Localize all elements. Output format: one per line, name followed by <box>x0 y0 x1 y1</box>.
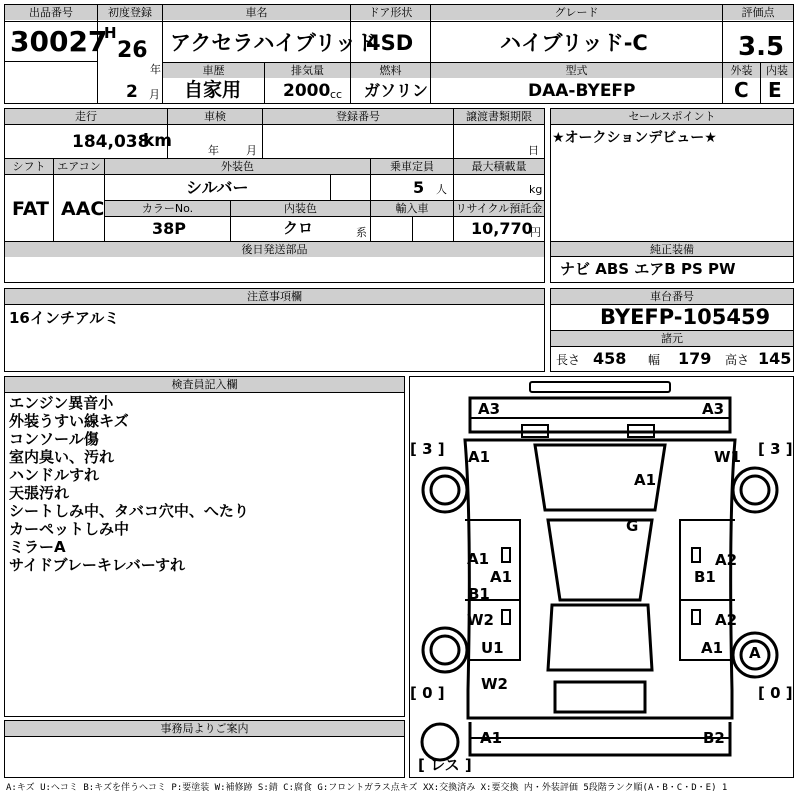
load-unit: kg <box>529 183 543 196</box>
mark-rear-wheel-right: A <box>749 644 761 662</box>
lot-no-label: 出品番号 <box>5 5 97 20</box>
mark-fender-left: A1 <box>468 448 491 466</box>
interior-label: 内装 <box>761 63 793 78</box>
seats: 5 <box>413 178 425 197</box>
remark-line: ミラーA <box>9 538 66 556</box>
recycle-fee: 10,770 <box>471 219 533 238</box>
mileage-label: 走行 <box>5 109 167 124</box>
mark-door-fr-2: B1 <box>694 568 716 586</box>
eval-label: 評価点 <box>723 5 793 20</box>
mark-door-rl-2: W2 <box>467 611 494 629</box>
mark-rear-left: A1 <box>480 729 503 747</box>
remark-line: 天張汚れ <box>9 484 70 502</box>
notes-label: 注意事項欄 <box>5 289 544 304</box>
mark-front-right: A3 <box>702 400 725 418</box>
seats-label: 乗車定員 <box>371 159 453 174</box>
spare-tire: [ レス ] <box>418 756 472 774</box>
interior-color-unit: 系 <box>356 226 367 239</box>
remark-line: 外装うすい線キズ <box>9 412 129 430</box>
recycle-label: リサイクル預託金 <box>455 202 543 215</box>
chassis-label: 車台番号 <box>551 289 793 304</box>
spec-label: 諸元 <box>551 331 793 346</box>
mark-rear-fender-left: U1 <box>481 639 504 657</box>
exterior-label: 外装 <box>723 63 760 78</box>
exterior-grade: C <box>734 78 749 102</box>
remark-line: 室内臭い、汚れ <box>9 448 115 466</box>
mark-door-rl: B1 <box>468 585 490 603</box>
mileage-unit: km <box>143 131 173 151</box>
name-label: 車名 <box>163 5 350 20</box>
mark-roof: G <box>626 517 639 535</box>
mileage: 184,038 <box>72 132 150 152</box>
reg-year: 26 <box>117 38 148 63</box>
eval-score: 3.5 <box>738 32 785 62</box>
inspection-year-unit: 年 <box>208 144 219 157</box>
mark-fender-right: W1 <box>714 448 741 466</box>
chassis-number: BYEFP-105459 <box>600 305 771 329</box>
height: 145 <box>758 349 792 368</box>
remark-line: サイドブレーキレバーすれ <box>9 556 185 574</box>
grade-label: グレード <box>431 5 722 20</box>
mark-door-fr: A2 <box>715 551 738 569</box>
ac-label: エアコン <box>54 159 104 174</box>
mark-quarter-left: W2 <box>481 675 508 693</box>
shift: FAT <box>12 198 49 220</box>
right-front-tire-depth: [ 3 ] <box>758 440 793 458</box>
inspection-month-unit: 月 <box>246 144 257 157</box>
fuel: ガソリン <box>364 81 429 100</box>
era: H <box>104 24 117 42</box>
remark-line: カーペットしみ中 <box>9 520 130 538</box>
int-color-label: 内装色 <box>231 201 370 216</box>
lot-number: 30027 <box>10 25 108 58</box>
displacement: 2000 <box>283 81 331 101</box>
load-label: 最大積載量 <box>454 159 544 174</box>
equipment-label: 純正装備 <box>551 242 793 257</box>
mark-door-fl: A1 <box>467 550 490 568</box>
model-label: 型式 <box>431 63 722 78</box>
remark-line: エンジン異音小 <box>9 394 114 412</box>
sales-point-label: セールスポイント <box>551 109 793 124</box>
ac: AAC <box>61 198 105 220</box>
interior-color: クロ <box>283 219 314 237</box>
color-label: 外装色 <box>105 159 370 174</box>
door-label: ドア形状 <box>351 5 430 20</box>
sales-point-text: ★オークションデビュー★ <box>552 130 717 146</box>
model: DAA-BYEFP <box>528 81 636 101</box>
shift-label: シフト <box>5 159 53 174</box>
fuel-label: 燃料 <box>351 63 430 78</box>
mark-door-rr: A2 <box>715 611 738 629</box>
remark-line: ハンドルすれ <box>9 466 100 484</box>
mark-rear-fender-right: A1 <box>701 639 724 657</box>
remark-line: シートしみ中、タバコ穴中、へたり <box>9 502 249 520</box>
year-unit: 年 <box>150 63 161 76</box>
height-label: 高さ <box>725 353 750 367</box>
width: 179 <box>678 349 712 368</box>
notes-text: 16インチアルミ <box>9 309 120 327</box>
regno-label: 登録番号 <box>263 109 453 124</box>
color-number: 38P <box>152 219 186 238</box>
left-front-tire-depth: [ 3 ] <box>410 440 445 458</box>
reg-month: 2 <box>126 82 138 102</box>
first-reg-label: 初度登録 <box>98 5 162 20</box>
length: 458 <box>593 349 627 368</box>
mark-front-left: A3 <box>478 400 501 418</box>
length-label: 長さ <box>556 353 581 367</box>
history: 自家用 <box>184 79 242 101</box>
color-no-label: カラーNo. <box>105 201 230 216</box>
recycle-unit: 円 <box>530 226 541 239</box>
width-label: 幅 <box>648 353 661 367</box>
grade: ハイブリッド-C <box>500 31 648 55</box>
displacement-unit: cc <box>330 88 343 101</box>
interior-grade: E <box>768 78 782 102</box>
right-rear-tire-depth: [ 0 ] <box>758 684 793 702</box>
office-label: 事務局よりご案内 <box>5 721 404 736</box>
mark-hood: A1 <box>634 471 657 489</box>
remark-line: コンソール傷 <box>9 430 99 448</box>
mark-door-fl-2: A1 <box>490 568 513 586</box>
month-unit: 月 <box>149 88 160 101</box>
exterior-color: シルバー <box>186 178 249 197</box>
inspection-label: 車検 <box>168 109 262 124</box>
mark-rear-right: B2 <box>703 729 725 747</box>
left-rear-tire-depth: [ 0 ] <box>410 684 445 702</box>
transfer-day-unit: 日 <box>528 144 539 157</box>
import-label: 輸入車 <box>371 201 453 216</box>
displacement-label: 排気量 <box>265 63 350 78</box>
car-name: アクセラハイブリッド <box>170 31 378 55</box>
inspector-label: 検査員記入欄 <box>5 377 404 392</box>
history-label: 車歴 <box>163 63 264 78</box>
equipment-text: ナビ ABS エアB PS PW <box>560 260 736 278</box>
door-type: 4SD <box>366 31 414 55</box>
transfer-label: 譲渡書類期限 <box>454 109 544 124</box>
legend: A:キズ U:ヘコミ B:キズを伴うヘコミ P:要塗装 W:補修跡 S:錆 C:腐食 G:フロントガラス点キズ XX:交換済み X:要交換 内・外装評価 5段階ランク順(A・B・C・D・E) 1 <box>6 783 728 793</box>
later-parts-label: 後日発送部品 <box>5 242 544 257</box>
seats-unit: 人 <box>436 183 447 196</box>
